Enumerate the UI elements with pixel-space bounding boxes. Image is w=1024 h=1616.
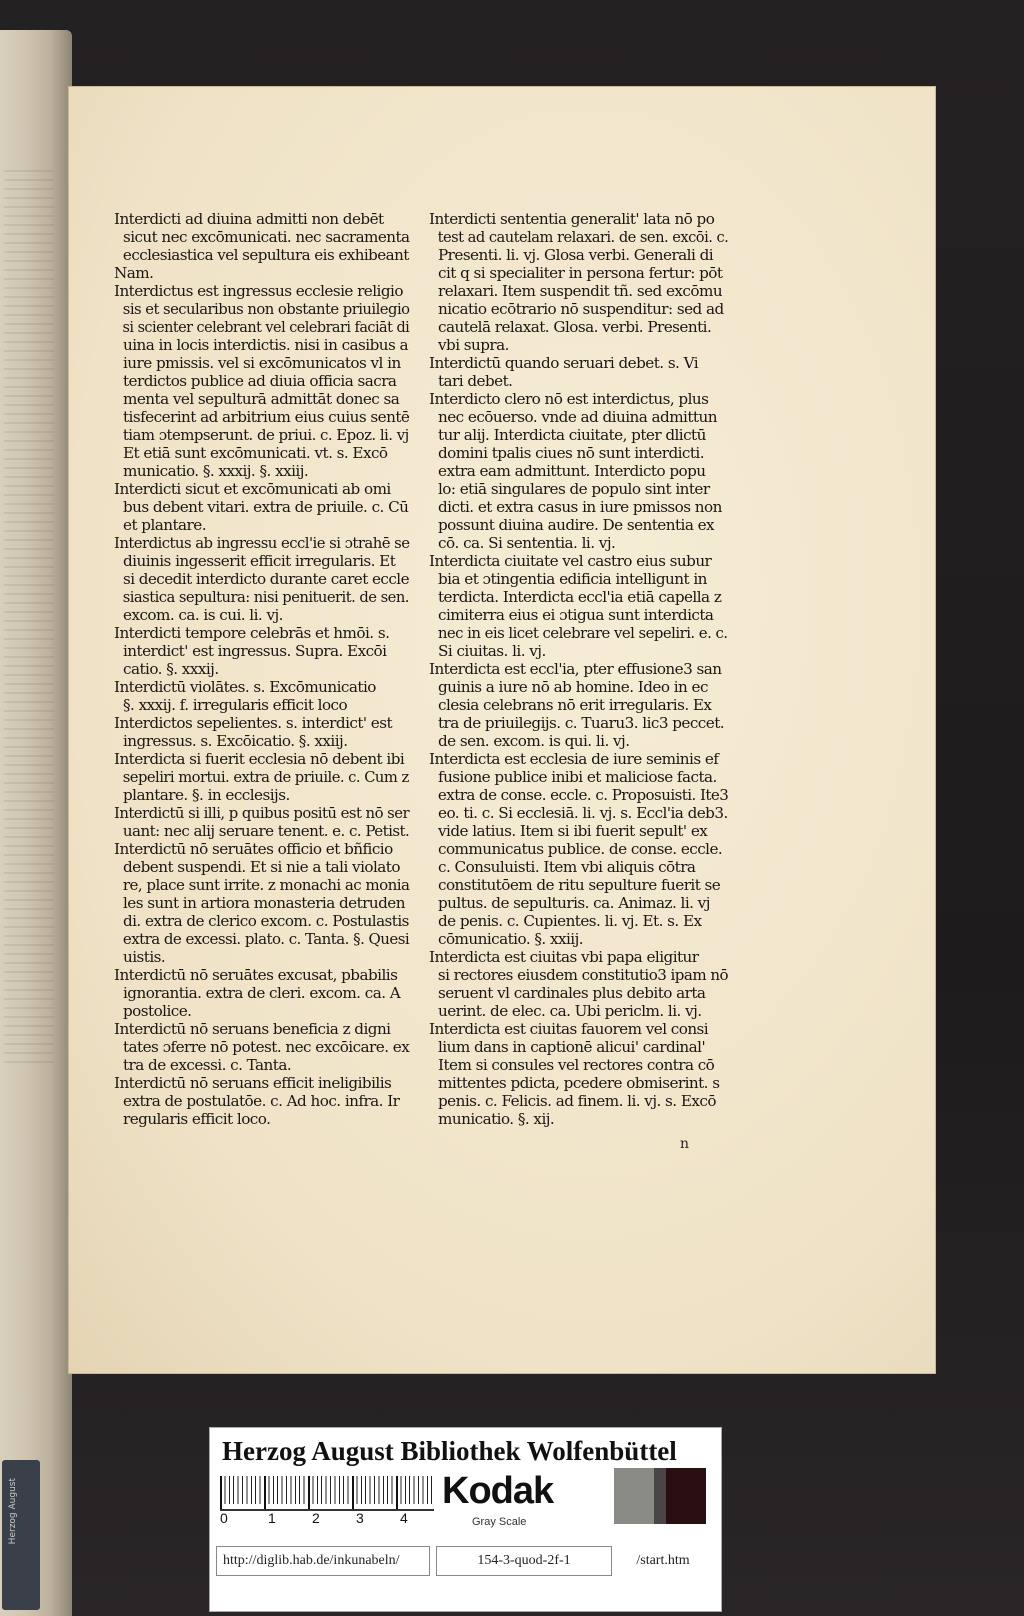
- text-line: Interdictus ab ingressu eccl'ie si ɔtrahē se: [114, 534, 410, 552]
- text-line: uistis.: [123, 948, 166, 966]
- text-line: cimiterra eius ei ɔtigua sunt interdicta: [438, 606, 714, 624]
- text-line: tisfecerint ad arbitrium eius cuius sentē: [123, 408, 410, 426]
- text-line: tari debet.: [438, 372, 513, 390]
- text-line: extra de postulatōe. c. Ad hoc. infra. Ir: [123, 1092, 400, 1110]
- text-line: uant: nec alij seruare tenent. e. c. Petist.: [122, 822, 410, 840]
- text-line: extra eam admittunt. Interdicto popu: [438, 462, 706, 480]
- text-line: §. xxxij. f. irregularis efficit loco: [123, 696, 348, 714]
- text-line: cōmunicatio. §. xxiij.: [438, 930, 584, 948]
- text-line: municatio. §. xxxij. §. xxiij.: [123, 462, 309, 480]
- text-line: menta vel sepulturā admittāt donec sa: [123, 390, 400, 408]
- kodak-logo: Kodak: [442, 1470, 554, 1512]
- text-line: Interdicti sententia generalit' lata nō po: [429, 210, 715, 228]
- text-line: si rectores eiusdem constitutio3 ipam nō: [437, 966, 729, 984]
- facing-page-edge: [0, 30, 72, 1616]
- right-text-column: [429, 210, 728, 1128]
- page-number: n: [680, 1136, 690, 1152]
- ruler-major-ticks: [220, 1476, 434, 1510]
- text-line: Interdicta si fuerit ecclesia nō debent ibi: [114, 750, 405, 768]
- text-line: dicti. et extra casus in iure pmissos non: [438, 498, 722, 516]
- text-line: Interdicta est eccl'ia, pter effusione3 san: [429, 660, 722, 678]
- text-line: extra de conse. eccle. c. Proposuisti. Ite3: [437, 786, 729, 804]
- text-line: uerint. de elec. ca. Ubi periclm. li. vj.: [438, 1002, 702, 1020]
- gray-swatch-dark: [654, 1468, 666, 1524]
- text-line: Si ciuitas. li. vj.: [438, 642, 546, 660]
- text-line: debent suspendi. Et si nie a tali violato: [123, 858, 400, 876]
- text-line: ignorantia. extra de cleri. excom. ca. A: [123, 984, 401, 1002]
- text-line: Interdicti ad diuina admitti non debēt: [114, 210, 384, 228]
- text-line: Presenti. li. vj. Glosa verbi. Generali di: [438, 246, 714, 264]
- text-line: seruent vl cardinales plus debito arta: [438, 984, 706, 1002]
- text-line: les sunt in artiora monasteria detruden: [123, 894, 405, 912]
- text-line: clesia celebrans nō erit irregularis. Ex: [438, 696, 712, 714]
- text-line: siastica sepultura: nisi penituerit. de sen.: [122, 588, 409, 606]
- text-line: re, place sunt irrite. z monachi ac monia: [122, 876, 410, 894]
- text-line: de penis. c. Cupientes. li. vj. Et. s. Ex: [438, 912, 702, 930]
- text-line: vbi supra.: [438, 336, 509, 354]
- text-line: constitutōem de ritu sepulture fuerit se: [438, 876, 721, 894]
- text-line: communicatus publice. de conse. eccle.: [438, 840, 723, 858]
- gray-scale-label: Gray Scale: [472, 1516, 527, 1528]
- text-line: Interdictū nō seruans efficit ineligibilis: [114, 1074, 392, 1092]
- ruler-number: 2: [312, 1510, 320, 1526]
- text-line: cit q si specialiter in persona fertur: pōt: [438, 264, 723, 282]
- text-line: nec ecōuerso. vnde ad diuina admittun: [438, 408, 717, 426]
- text-line: municatio. §. xij.: [438, 1110, 555, 1128]
- text-line: Interdicta est ciuitas fauorem vel consi: [429, 1020, 709, 1038]
- text-line: relaxari. Item suspendit tñ. sed excōmu: [438, 282, 723, 300]
- left-text-column: [114, 210, 409, 1128]
- text-line: extra de excessi. plato. c. Tanta. §. Quesi: [122, 930, 410, 948]
- text-line: postolice.: [123, 1002, 192, 1020]
- text-line: tiam ɔtempserunt. de priui. c. Epoz. li. vj: [122, 426, 409, 444]
- text-line: iure pmissis. vel si excōmunicatos vl in: [123, 354, 401, 372]
- text-line: cautelā relaxat. Glosa. verbi. Presenti.: [438, 318, 712, 336]
- text-line: c. Consuluisti. Item vbi aliquis cōtra: [438, 858, 696, 876]
- url-id: 154-3-quod-2f-1: [436, 1546, 612, 1576]
- url-prefix: http://diglib.hab.de/inkunabeln/: [216, 1546, 430, 1576]
- text-line: catio. §. xxxij.: [123, 660, 219, 678]
- text-line: fusione publice inibi et maliciose facta.: [438, 768, 717, 786]
- ruler-number: 3: [356, 1510, 364, 1526]
- text-line: Interdictos sepelientes. s. interdict' est: [114, 714, 393, 732]
- text-line: sicut nec excōmunicati. nec sacramenta: [122, 228, 410, 246]
- text-line: nicatio ecōtrario nō suspenditur: sed ad: [438, 300, 724, 318]
- text-line: Et etiā sunt excōmunicati. vt. s. Excō: [123, 444, 388, 462]
- text-line: tur alij. Interdicta ciuitate, pter dlictū: [438, 426, 706, 444]
- facing-page-label: [2, 1460, 40, 1610]
- text-line: bus debent vitari. extra de priuile. c. Cū: [123, 498, 409, 516]
- ruler-number: 0: [220, 1510, 228, 1526]
- text-line: tates ɔferre nō potest. nec excōicare. ex: [123, 1038, 410, 1056]
- text-line: possunt diuina audire. De sententia ex: [438, 516, 715, 534]
- text-line: Interdictū violātes. s. Excōmunicatio: [114, 678, 376, 696]
- text-line: cō. ca. Si sententia. li. vj.: [438, 534, 616, 552]
- book-page: [68, 86, 936, 1374]
- text-line: Interdicti tempore celebrās et hmōi. s.: [114, 624, 390, 642]
- text-line: bia et ɔtingentia edificia intelligunt in: [438, 570, 707, 588]
- text-line: terdicta. Interdicta eccl'ia etiā capella z: [438, 588, 722, 606]
- text-line: vide latius. Item si ibi fuerit sepult' ex: [438, 822, 708, 840]
- text-line: de sen. excom. is qui. li. vj.: [438, 732, 630, 750]
- text-line: ingressus. s. Excōicatio. §. xxiij.: [123, 732, 348, 750]
- gray-swatch-light: [614, 1468, 654, 1524]
- text-line: plantare. §. in ecclesijs.: [123, 786, 290, 804]
- gray-swatch-darkest: [666, 1468, 706, 1524]
- text-line: Interdictū nō seruans beneficia z digni: [114, 1020, 391, 1038]
- ruler-number: 4: [400, 1510, 408, 1526]
- text-line: Interdicto clero nō est interdictus, plus: [429, 390, 709, 408]
- text-line: Item si consules vel rectores contra cō: [438, 1056, 715, 1074]
- url-suffix: /start.htm: [636, 1553, 690, 1568]
- color-target-card: [209, 1427, 722, 1612]
- facing-page-label-text: Herzog August: [8, 1478, 18, 1545]
- text-line: et plantare.: [123, 516, 206, 534]
- ruler-number: 1: [268, 1510, 276, 1526]
- library-name: Herzog August Bibliothek Wolfenbüttel: [222, 1436, 677, 1466]
- text-line: sis et secularibus non obstante priuilegio: [122, 300, 410, 318]
- text-line: guinis a iure nō ab homine. Ideo in ec: [438, 678, 708, 696]
- text-line: Interdicta est ecclesia de iure seminis ef: [429, 750, 719, 768]
- text-line: domini tpalis ciues nō sunt interdicti.: [438, 444, 705, 462]
- text-line: ecclesiastica vel sepultura eis exhibeant: [122, 246, 409, 264]
- facing-page-text-bleed: [4, 170, 54, 1070]
- text-line: Interdicti sicut et excōmunicati ab omi: [114, 480, 391, 498]
- text-line: pultus. de sepulturis. ca. Animaz. li. vj: [438, 894, 710, 912]
- text-line: Interdictū si illi, p quibus positū est nō ser: [114, 804, 410, 822]
- text-line: lium dans in captionē alicui' cardinal': [438, 1038, 706, 1056]
- text-line: test ad cautelam relaxari. de sen. excōi. c.: [437, 228, 729, 246]
- text-line: excom. ca. is cui. li. vj.: [123, 606, 283, 624]
- text-line: Interdicta ciuitate vel castro eius subur: [429, 552, 712, 570]
- text-line: diuinis ingesserit efficit irregularis. Et: [123, 552, 396, 570]
- ruler-scale: [220, 1476, 434, 1530]
- text-line: Interdictū quando seruari debet. s. Vi: [429, 354, 699, 372]
- text-line: Interdictus est ingressus ecclesie religio: [114, 282, 403, 300]
- text-line: di. extra de clerico excom. c. Postulastis: [122, 912, 409, 930]
- text-line: tra de priuilegijs. c. Tuaru3. lic3 peccet.: [438, 714, 725, 732]
- text-line: nec in eis licet celebrare vel sepeliri. e. c.: [437, 624, 728, 642]
- text-line: Interdictū nō seruātes officio et bñficio: [114, 840, 393, 858]
- text-line: sepeliri mortui. extra de priuile. c. Cum z: [122, 768, 409, 786]
- text-line: regularis efficit loco.: [123, 1110, 271, 1128]
- text-line: mittentes pdicta, pcedere obmiserint. s: [438, 1074, 720, 1092]
- text-line: eo. ti. c. Si ecclesiā. li. vj. s. Eccl'ia deb3.: [438, 804, 728, 822]
- text-line: Nam.: [114, 264, 154, 282]
- text-line: uina in locis interdictis. nisi in casibus a: [123, 336, 409, 354]
- text-line: interdict' est ingressus. Supra. Excōi: [123, 642, 387, 660]
- text-line: lo: etiā singulares de populo sint inter: [438, 480, 710, 498]
- text-line: Interdictū nō seruātes excusat, pbabilis: [114, 966, 398, 984]
- text-line: tra de excessi. c. Tanta.: [123, 1056, 292, 1074]
- text-line: penis. c. Felicis. ad finem. li. vj. s. Excō: [438, 1092, 716, 1110]
- text-line: si scienter celebrant vel celebrari faciāt di: [122, 318, 410, 336]
- text-line: terdictos publice ad diuia officia sacra: [123, 372, 397, 390]
- text-line: Interdicta est ciuitas vbi papa eligitur: [429, 948, 699, 966]
- text-line: si decedit interdicto durante caret eccle: [122, 570, 410, 588]
